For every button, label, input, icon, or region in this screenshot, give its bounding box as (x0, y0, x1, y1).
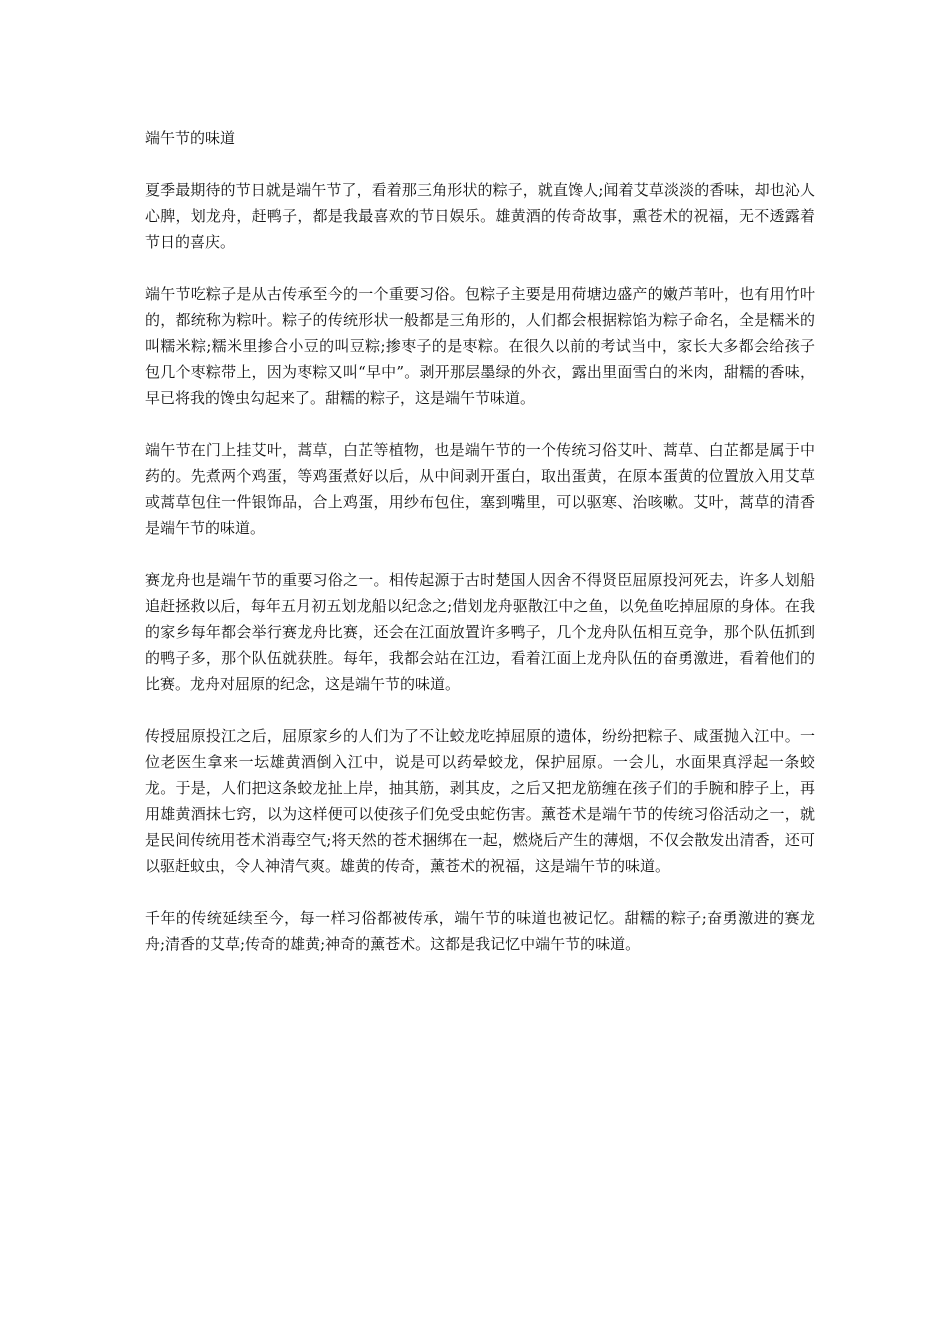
paragraph-6: 千年的传统延续至今，每一样习俗都被传承，端午节的味道也被记忆。甜糯的粽子;奋勇激进的赛龙舟;清香的艾草;传奇的雄黄;神奇的薰苍术。这都是我记忆中端午节的味道。 (145, 909, 815, 953)
paragraph-5: 传授屈原投江之后，屈原家乡的人们为了不让蛟龙吃掉屈原的遗体，纷纷把粽子、咸蛋抛入江中。一位老医生拿来一坛雄黄酒倒入江中，说是可以药晕蛟龙，保护屈原。一会儿，水面果真浮起一条蛟龙。于是，人们把这条蛟龙扯上岸，抽其筋，剥其皮，之后又把龙筋缠在孩子们的手腕和脖子上，再用雄黄酒抹七窍，以为这样便可以使孩子们免受虫蛇伤害。薰苍术是端午节的传统习俗活动之一，就是民间传统用苍术消毒空气;将天然的苍术捆绑在一起，燃烧后产生的薄烟，不仅会散发出清香，还可以驱赶蚊虫，令人神清气爽。雄黄的传奇，薰苍术的祝福，这是端午节的味道。 (145, 727, 815, 875)
document-title: 端午节的味道 (145, 129, 236, 147)
paragraph-1: 夏季最期待的节日就是端午节了，看着那三角形状的粽子，就直馋人;闻着艾草淡淡的香味，却也沁人心脾，划龙舟，赶鸭子，都是我最喜欢的节日娱乐。雄黄酒的传奇故事，熏苍术的祝福，无不透露着节日的喜庆。 (145, 181, 815, 251)
paragraph-2: 端午节吃粽子是从古传承至今的一个重要习俗。包粽子主要是用荷塘边盛产的嫩芦苇叶，也有用竹叶的，都统称为粽叶。粽子的传统形状一般都是三角形的，人们都会根据粽馅为粽子命名，全是糯米的叫糯米粽;糯米里掺合小豆的叫豆粽;掺枣子的是枣粽。在很久以前的考试当中，家长大多都会给孩子包几个枣粽带上，因为枣粽又叫“早中”。剥开那层墨绿的外衣，露出里面雪白的米肉，甜糯的香味，早已将我的馋虫勾起来了。甜糯的粽子，这是端午节味道。 (145, 285, 815, 407)
paragraph-3: 端午节在门上挂艾叶，蒿草，白芷等植物，也是端午节的一个传统习俗艾叶、蒿草、白芷都是属于中药的。先煮两个鸡蛋，等鸡蛋煮好以后，从中间剥开蛋白，取出蛋黄，在原本蛋黄的位置放入用艾草或蒿草包住一件银饰品，合上鸡蛋，用纱布包住，塞到嘴里，可以驱寒、治咳嗽。艾叶，蒿草的清香是端午节的味道。 (145, 441, 815, 537)
document-body (145, 125, 815, 983)
paragraph-4: 赛龙舟也是端午节的重要习俗之一。相传起源于古时楚国人因舍不得贤臣屈原投河死去，许多人划船追赶拯救以后，每年五月初五划龙船以纪念之;借划龙舟驱散江中之鱼，以免鱼吃掉屈原的身体。在我的家乡每年都会举行赛龙舟比赛，还会在江面放置许多鸭子，几个龙舟队伍相互竞争，那个队伍抓到的鸭子多，那个队伍就获胜。每年，我都会站在江边，看着江面上龙舟队伍的奋勇激进，看着他们的比赛。龙舟对屈原的纪念，这是端午节的味道。 (145, 571, 815, 693)
